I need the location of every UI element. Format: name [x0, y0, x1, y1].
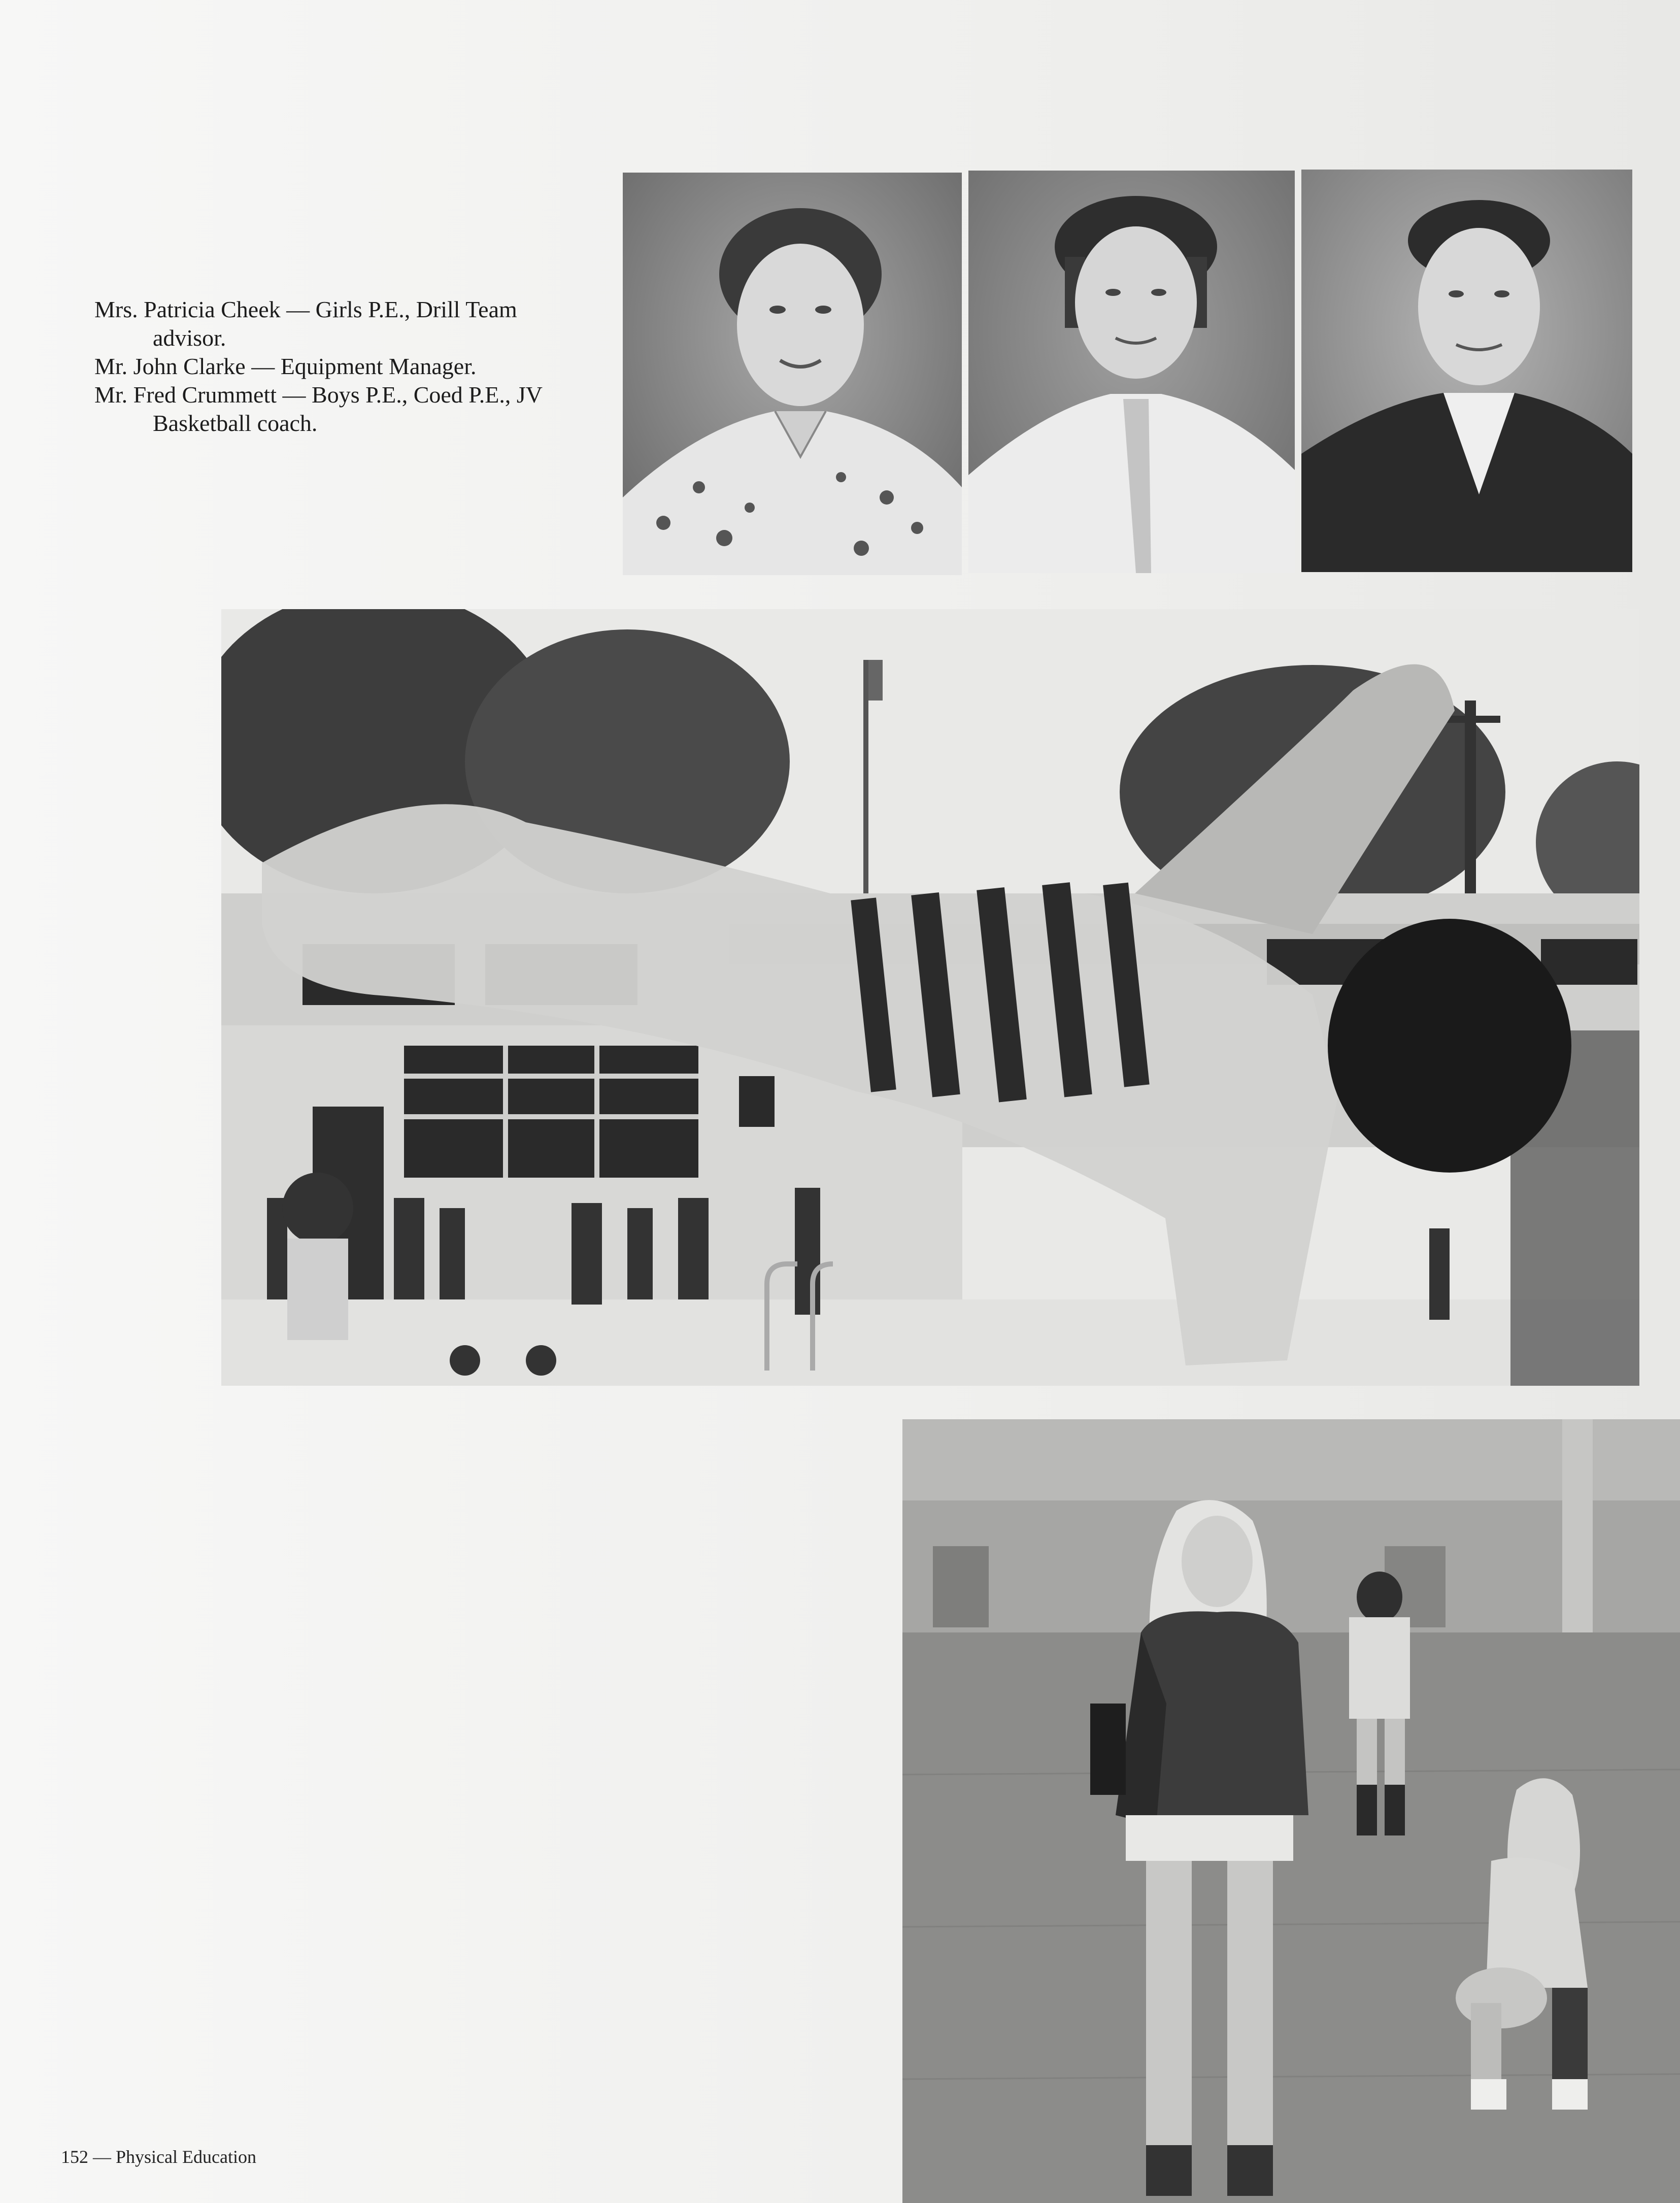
faculty-captions	[94, 295, 612, 438]
field-class-photo	[902, 1419, 1680, 2203]
portrait-patricia-cheek	[623, 173, 962, 575]
caption-crummett: Mr. Fred Crummett — Boys P.E., Coed P.E., JV	[94, 382, 543, 408]
portrait-fred-crummett	[1301, 170, 1632, 572]
caption-cheek-cont: advisor.	[153, 325, 226, 351]
section-name: Physical Education	[116, 2147, 256, 2167]
caption-clarke: Mr. John Clarke — Equipment Manager.	[94, 353, 477, 379]
page-folio	[61, 2146, 256, 2167]
page-number: 152	[61, 2147, 88, 2167]
caption-crummett-cont: Basketball coach.	[153, 410, 318, 436]
caption-cheek: Mrs. Patricia Cheek — Girls P.E., Drill Team	[94, 296, 517, 322]
pool-dive-photo	[221, 609, 1639, 1386]
portrait-john-clarke	[968, 171, 1295, 573]
folio-separator: —	[88, 2147, 116, 2167]
